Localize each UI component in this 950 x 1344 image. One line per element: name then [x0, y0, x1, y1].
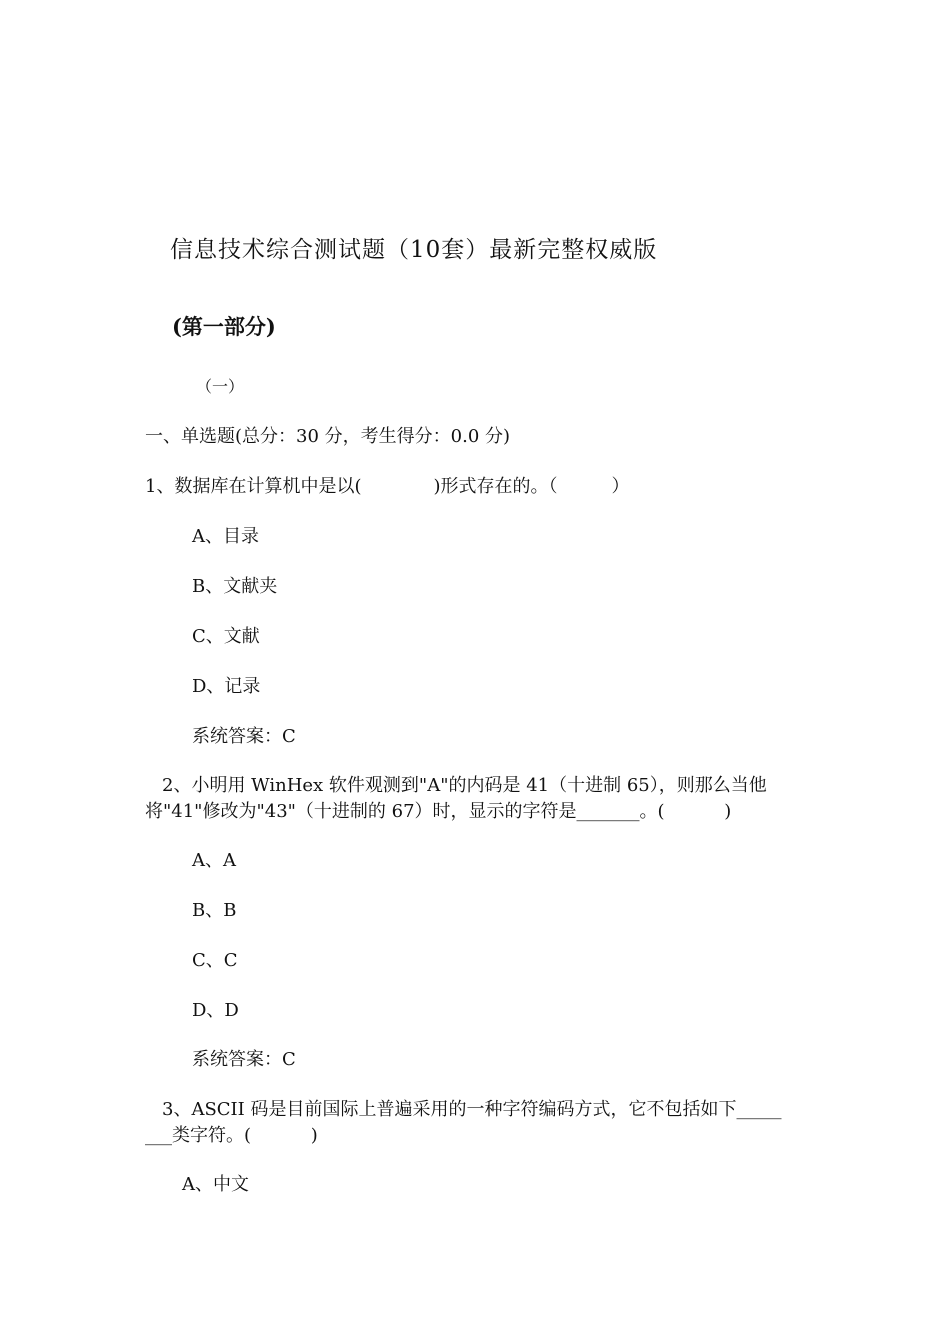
- question-1-option-b: B、文献夹: [192, 576, 278, 597]
- section-heading: 一、单选题(总分：30 分，考生得分：0.0 分): [145, 426, 511, 447]
- question-2-text-line-2: 将"41"修改为"43"（十进制的 67）时，显示的字符是_______。( ): [145, 801, 732, 822]
- question-3-text-line-2: ___类字符。( ): [145, 1125, 318, 1146]
- set-label: （一）: [196, 377, 245, 396]
- part-heading: (第一部分): [172, 314, 276, 339]
- document-title: 信息技术综合测试题（10套）最新完整权威版: [170, 237, 658, 263]
- question-2-option-b: B、B: [192, 900, 237, 921]
- question-3-text-line-1: 3、ASCII 码是目前国际上普遍采用的一种字符编码方式，它不包括如下_____: [162, 1099, 782, 1120]
- question-3-option-a: A、中文: [182, 1174, 249, 1195]
- question-1-option-d: D、记录: [192, 676, 261, 697]
- question-2-option-d: D、D: [192, 1000, 239, 1021]
- question-1-option-a: A、目录: [192, 526, 259, 547]
- question-2-option-a: A、A: [192, 850, 236, 871]
- question-1-text: 1、数据库在计算机中是以( )形式存在的。（ ）: [145, 476, 630, 497]
- question-1-option-c: C、文献: [192, 626, 260, 647]
- question-2-text-line-1: 2、小明用 WinHex 软件观测到"A"的内码是 41（十进制 65），则那么当他: [162, 775, 767, 796]
- question-2-answer: 系统答案：C: [192, 1049, 296, 1070]
- question-1-answer: 系统答案：C: [192, 726, 296, 747]
- question-2-option-c: C、C: [192, 950, 238, 971]
